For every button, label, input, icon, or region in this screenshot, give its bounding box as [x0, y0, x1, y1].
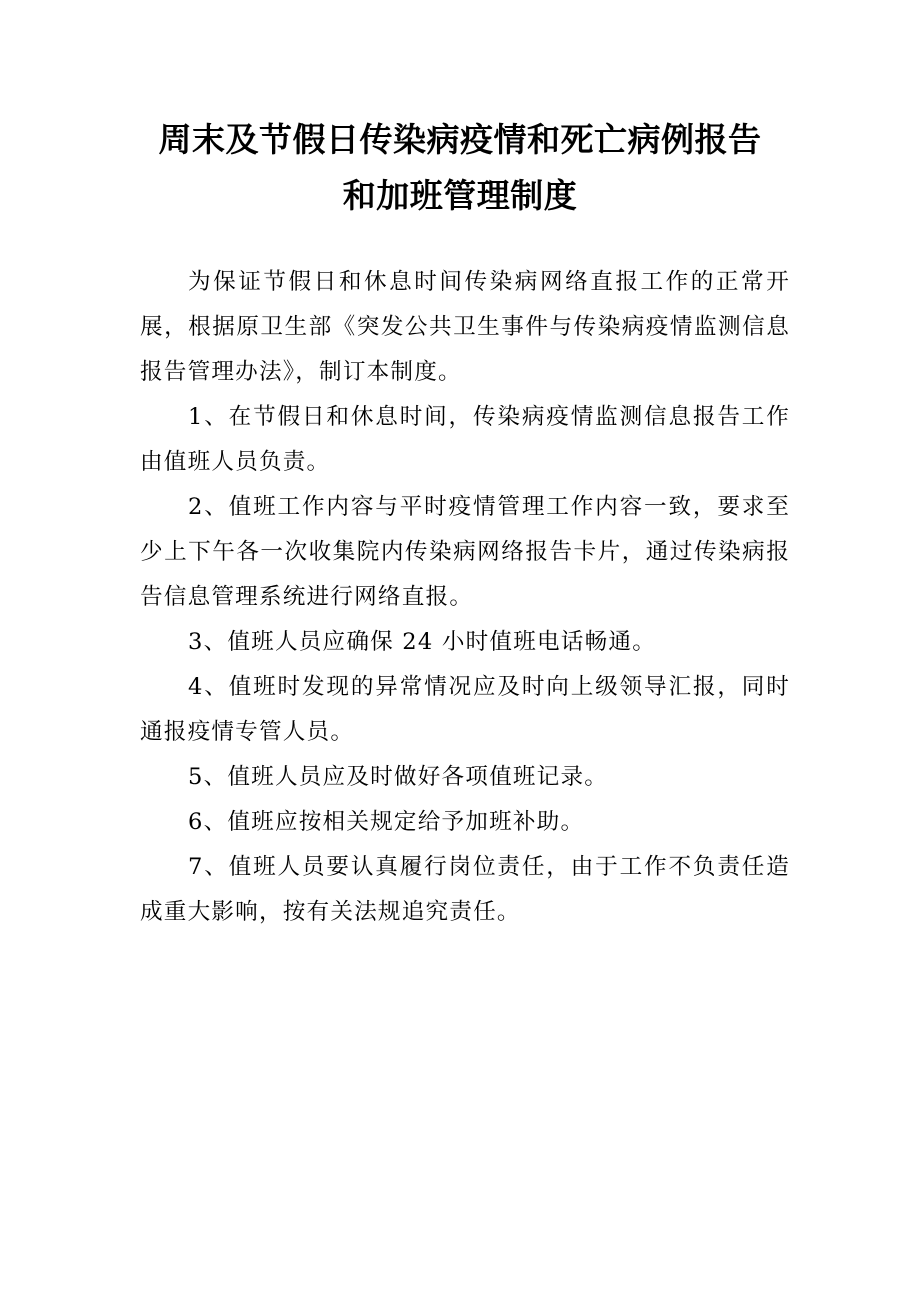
document-title: [100, 112, 820, 224]
rule-6-paragraph: 6、值班应按相关规定给予加班补助。: [188, 809, 585, 835]
document-body: [140, 260, 790, 935]
rule-3-paragraph: 3、值班人员应确保 24 小时值班电话畅通。: [188, 629, 656, 655]
rule-7-paragraph: 7、值班人员要认真履行岗位责任，由于工作不负责任造成重大影响，按有关法规追究责任。: [140, 854, 790, 925]
title-line-1: 周末及节假日传染病疫情和死亡病例报告: [158, 120, 762, 159]
title-line-2: 和加班管理制度: [342, 176, 578, 215]
intro-paragraph: 为保证节假日和休息时间传染病网络直报工作的正常开展，根据原卫生部《突发公共卫生事件与传染病疫情监测信息报告管理办法》，制订本制度。: [140, 269, 790, 385]
rule-2-paragraph: 2、值班工作内容与平时疫情管理工作内容一致，要求至少上下午各一次收集院内传染病网络报告卡片，通过传染病报告信息管理系统进行网络直报。: [140, 494, 790, 610]
rule-5-paragraph: 5、值班人员应及时做好各项值班记录。: [188, 764, 609, 790]
rule-4-paragraph: 4、值班时发现的异常情况应及时向上级领导汇报，同时通报疫情专管人员。: [140, 674, 790, 745]
rule-1-paragraph: 1、在节假日和休息时间，传染病疫情监测信息报告工作由值班人员负责。: [140, 404, 790, 475]
